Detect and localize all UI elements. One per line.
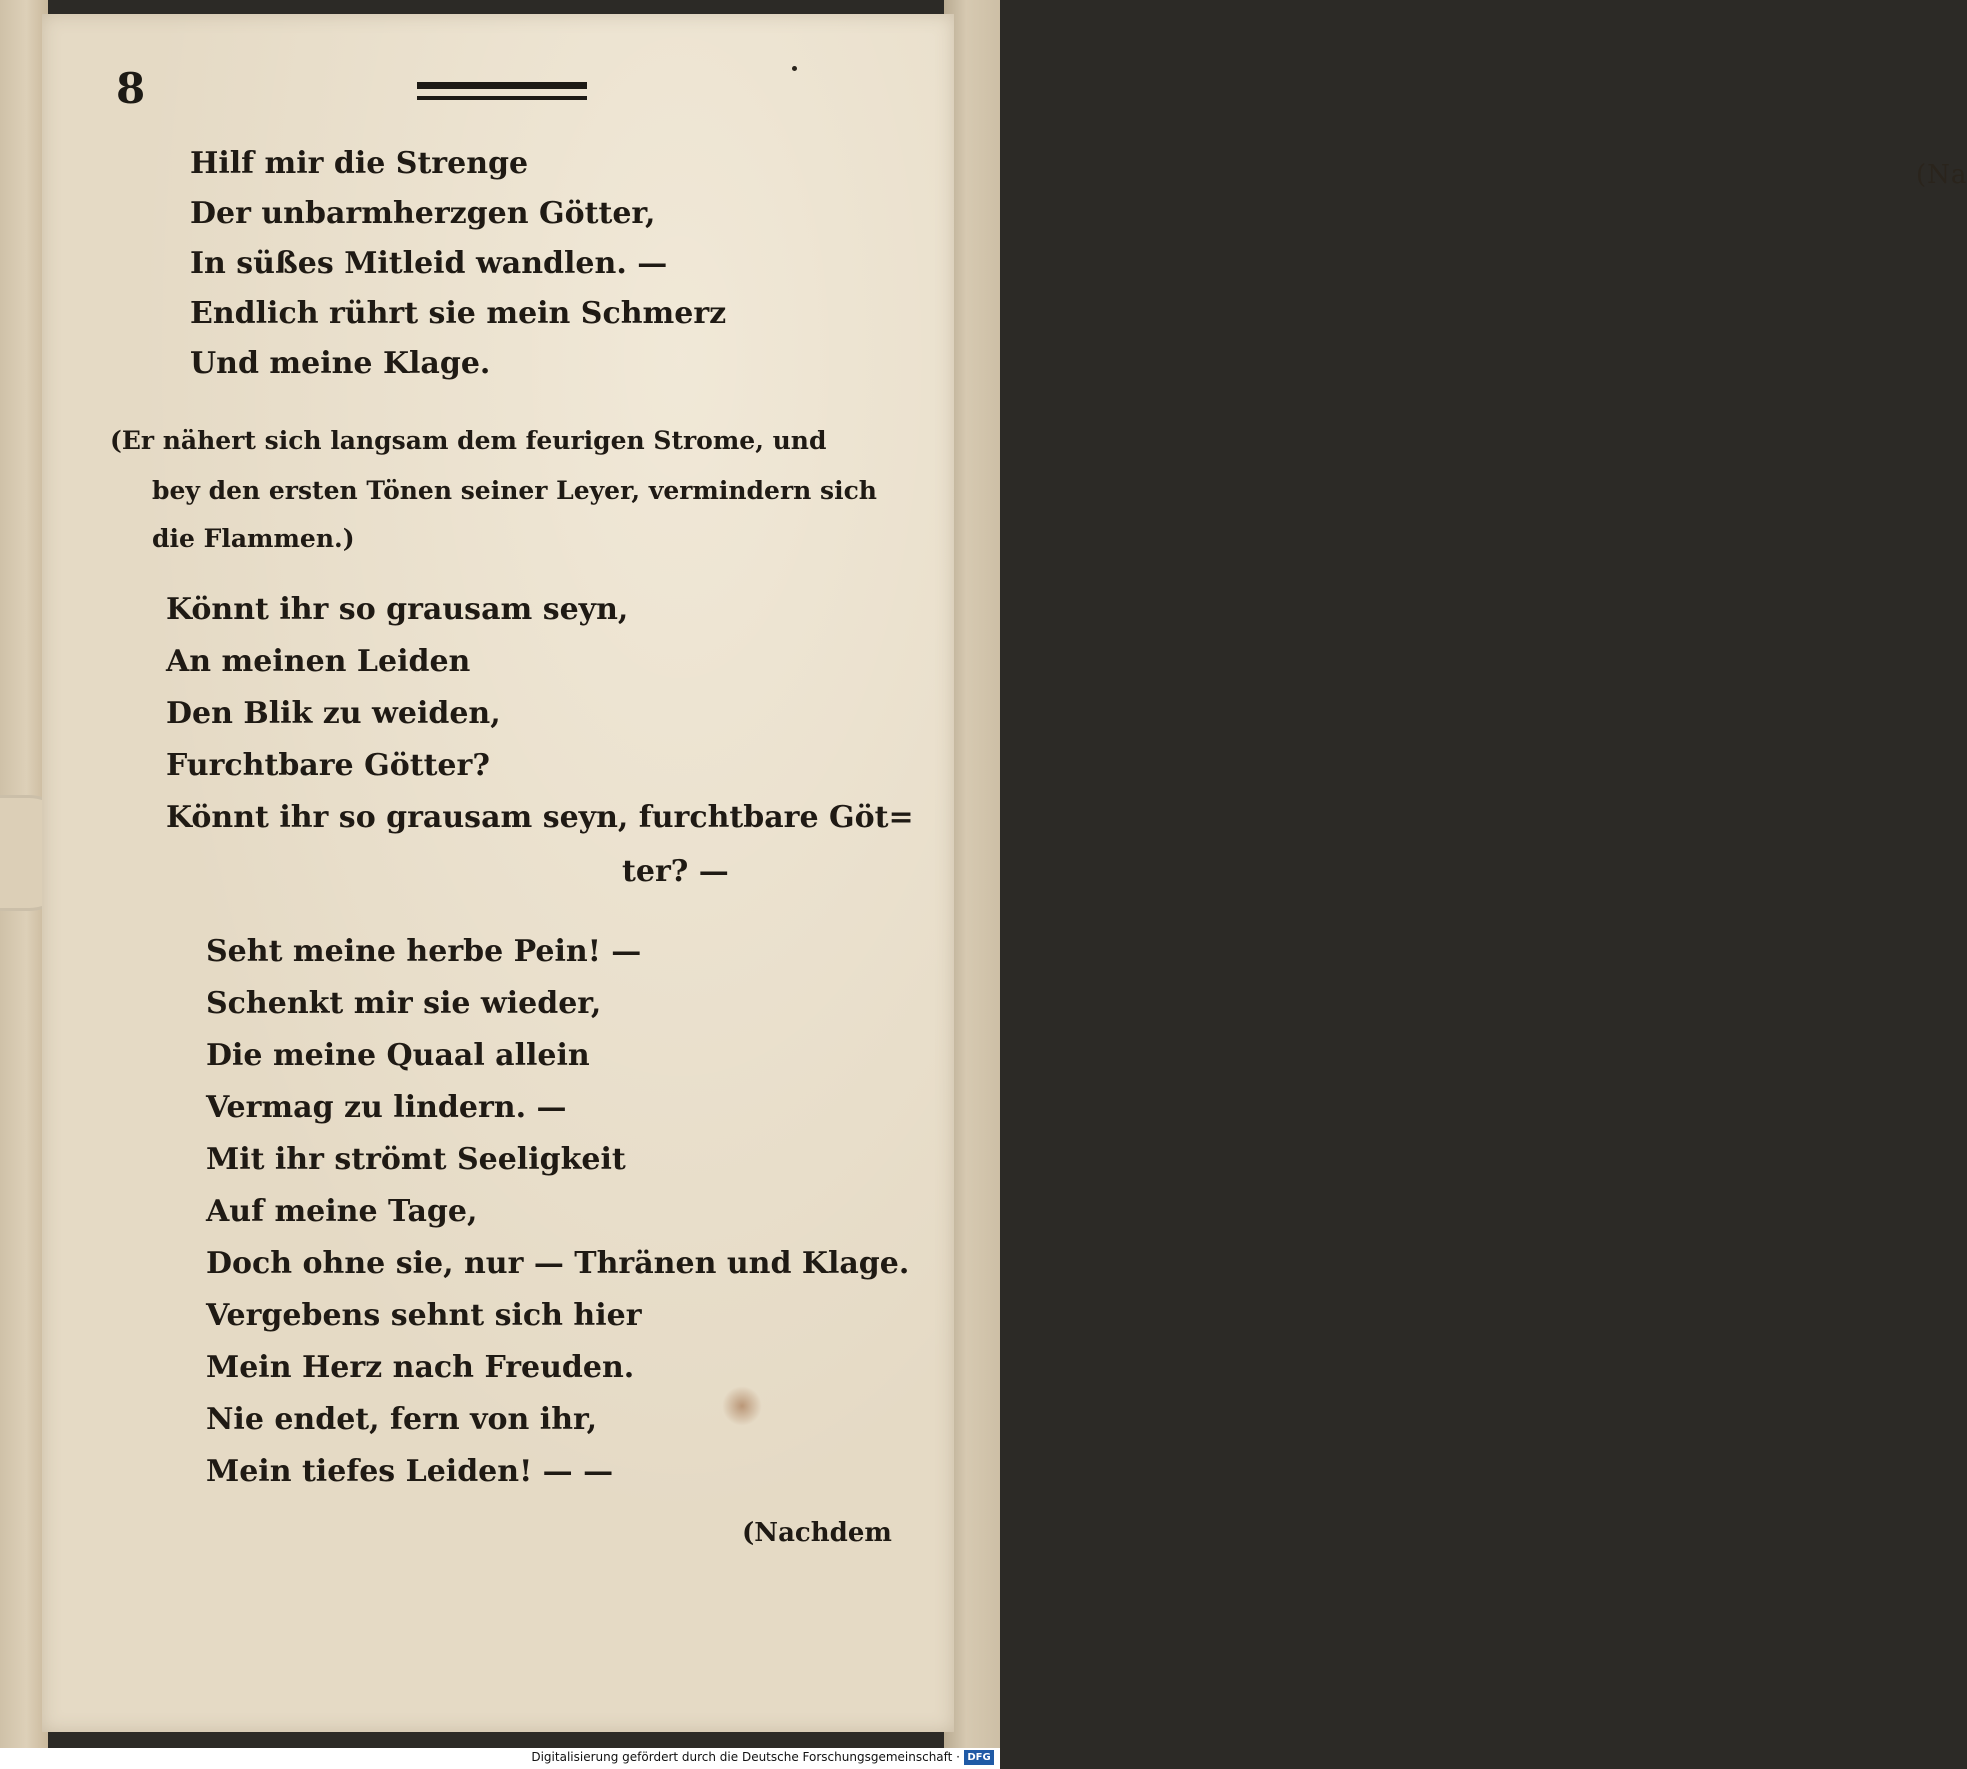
catchword: (Nachdem	[742, 1518, 892, 1548]
verse-line-continuation: ter? —	[622, 854, 729, 889]
verse-line: Könnt ihr so grausam seyn,	[166, 592, 629, 627]
stage-direction-line: die Flammen.)	[152, 524, 355, 553]
verse-line: In süßes Mitleid wandlen. —	[190, 246, 668, 281]
page-sheet	[42, 14, 954, 1732]
digitization-footer	[0, 1748, 1000, 1769]
verse-line: Die meine Quaal allein	[206, 1038, 590, 1073]
verse-line: Nie endet, fern von ihr,	[206, 1402, 598, 1437]
verse-line: Mein Herz nach Freuden.	[206, 1350, 635, 1385]
verse-line: Hilf mir die Strenge	[190, 146, 529, 181]
verse-line: Den Blik zu weiden,	[166, 696, 501, 731]
verse-line: Doch ohne sie, nur — Thränen und Klage.	[206, 1246, 910, 1281]
verse-line: Und meine Klage.	[190, 346, 491, 381]
verse-line: Furchtbare Götter?	[166, 748, 490, 783]
next-page-fragment: (Na	[1916, 160, 1967, 190]
stage-direction-line: (Er nähert sich langsam dem feurigen Strome, und	[110, 426, 827, 455]
verse-line: Vermag zu lindern. —	[206, 1090, 567, 1125]
verse-line: Mein tiefes Leiden! — —	[206, 1454, 614, 1489]
foxing-stain	[722, 1386, 762, 1426]
page-number: 8	[116, 64, 146, 113]
verse-line: Der unbarmherzgen Götter,	[190, 196, 656, 231]
verse-line: An meinen Leiden	[166, 644, 471, 679]
funding-credit: Digitalisierung gefördert durch die Deutsche Forschungsgemeinschaft ·	[531, 1750, 960, 1764]
dfg-logo: DFG	[964, 1750, 994, 1765]
header-rule-thin	[417, 96, 587, 100]
ink-dot	[792, 66, 797, 71]
verse-line: Vergebens sehnt sich hier	[206, 1298, 642, 1333]
header-rule	[417, 82, 587, 89]
verse-line: Könnt ihr so grausam seyn, furchtbare Göt=	[166, 800, 914, 835]
verse-line: Schenkt mir sie wieder,	[206, 986, 602, 1021]
stage-direction-line: bey den ersten Tönen seiner Leyer, vermindern sich	[152, 476, 877, 505]
verse-line: Endlich rührt sie mein Schmerz	[190, 296, 727, 331]
verse-line: Seht meine herbe Pein! —	[206, 934, 642, 969]
verse-line: Auf meine Tage,	[206, 1194, 478, 1229]
verse-line: Mit ihr strömt Seeligkeit	[206, 1142, 626, 1177]
